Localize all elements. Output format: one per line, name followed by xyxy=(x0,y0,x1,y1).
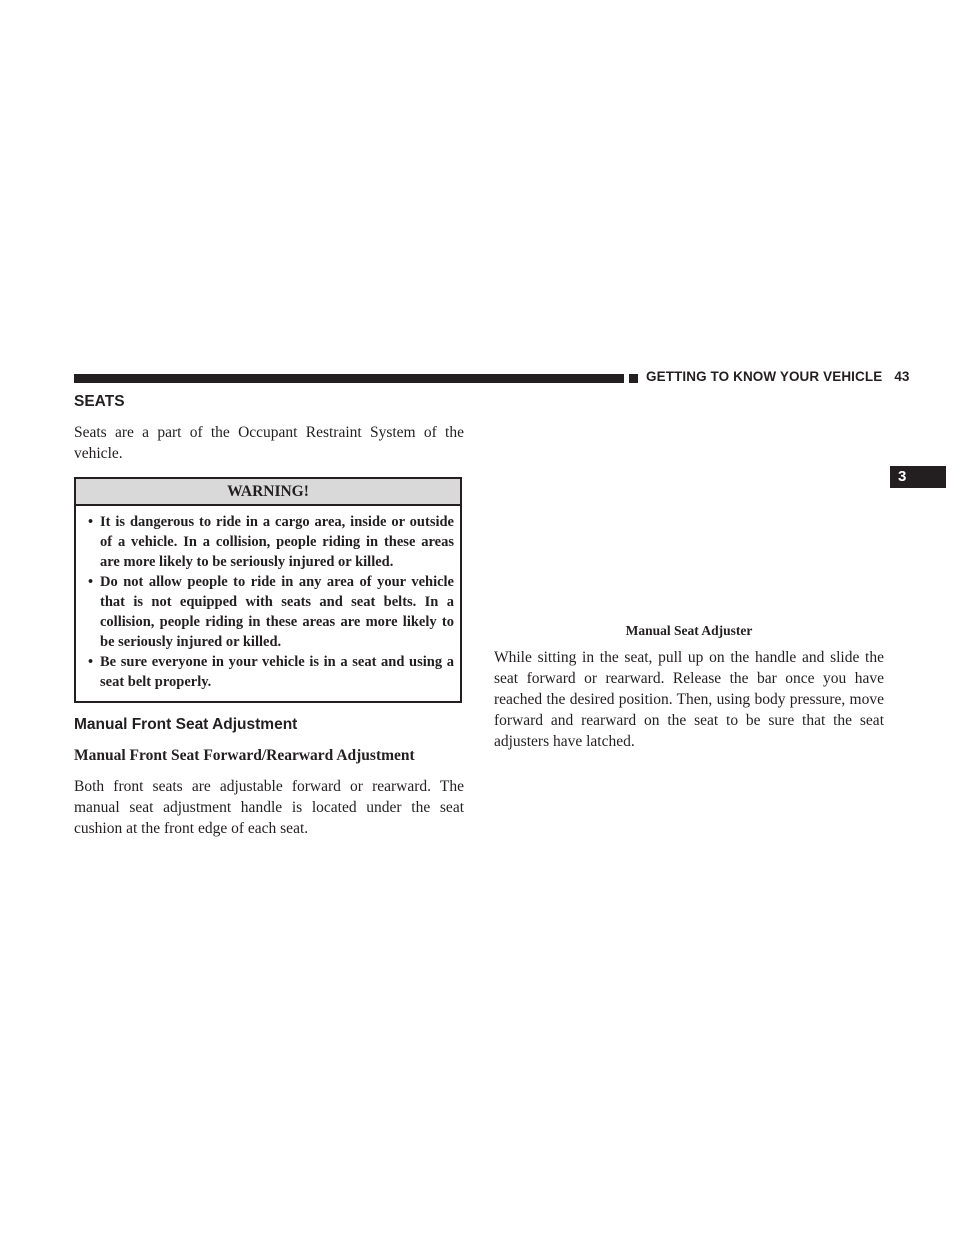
seats-intro: Seats are a part of the Occupant Restraint System of the vehicle. xyxy=(74,424,464,462)
warning-item-text: Be sure everyone in your vehicle is in a seat and using a seat belt properly. xyxy=(100,654,454,690)
running-header xyxy=(646,369,910,384)
right-column xyxy=(494,600,884,752)
warning-item xyxy=(88,512,454,572)
figure-caption: Manual Seat Adjuster xyxy=(625,623,753,638)
left-column xyxy=(74,390,464,839)
manual-front-body: Both front seats are adjustable forward or rearward. The manual seat adjustment handle is located under the seat cushion at the front edge of each seat. xyxy=(74,778,464,837)
warning-item xyxy=(88,572,454,652)
warning-item-text: It is dangerous to ride in a cargo area, inside or outside of a vehicle. In a collision, people riding in these areas are more likely to be seriously injured or killed. xyxy=(100,514,454,570)
warning-box xyxy=(74,477,462,703)
section-title-manual-front: Manual Front Seat Adjustment xyxy=(74,716,298,733)
bullet-icon: • xyxy=(88,514,94,530)
bullet-icon: • xyxy=(88,574,94,590)
section-title-seats: SEATS xyxy=(74,393,125,410)
warning-item-text: Do not allow people to ride in any area of your vehicle that is not equipped with seats and seat belts. In a collision, people riding in these areas are more likely to be seriously injured or killed. xyxy=(100,574,454,650)
page-number: 43 xyxy=(894,369,910,384)
warning-item xyxy=(88,652,454,692)
header-rule xyxy=(74,374,624,383)
bullet-icon: • xyxy=(88,654,94,670)
warning-title: WARNING! xyxy=(76,479,460,506)
header-block xyxy=(629,374,638,383)
subsection-title-forward-rearward: Manual Front Seat Forward/Rearward Adjustment xyxy=(74,747,415,764)
chapter-tab[interactable]: 3 xyxy=(890,466,946,488)
warning-list xyxy=(76,506,460,701)
seat-adjuster-body: While sitting in the seat, pull up on the handle and slide the seat forward or rearward. Release the bar once you have reached the desired position. Then, using body pressure, move forward and rearward on the seat to be sure that the seat adjusters have latched. xyxy=(494,649,884,750)
header-section-title: GETTING TO KNOW YOUR VEHICLE xyxy=(646,369,883,384)
